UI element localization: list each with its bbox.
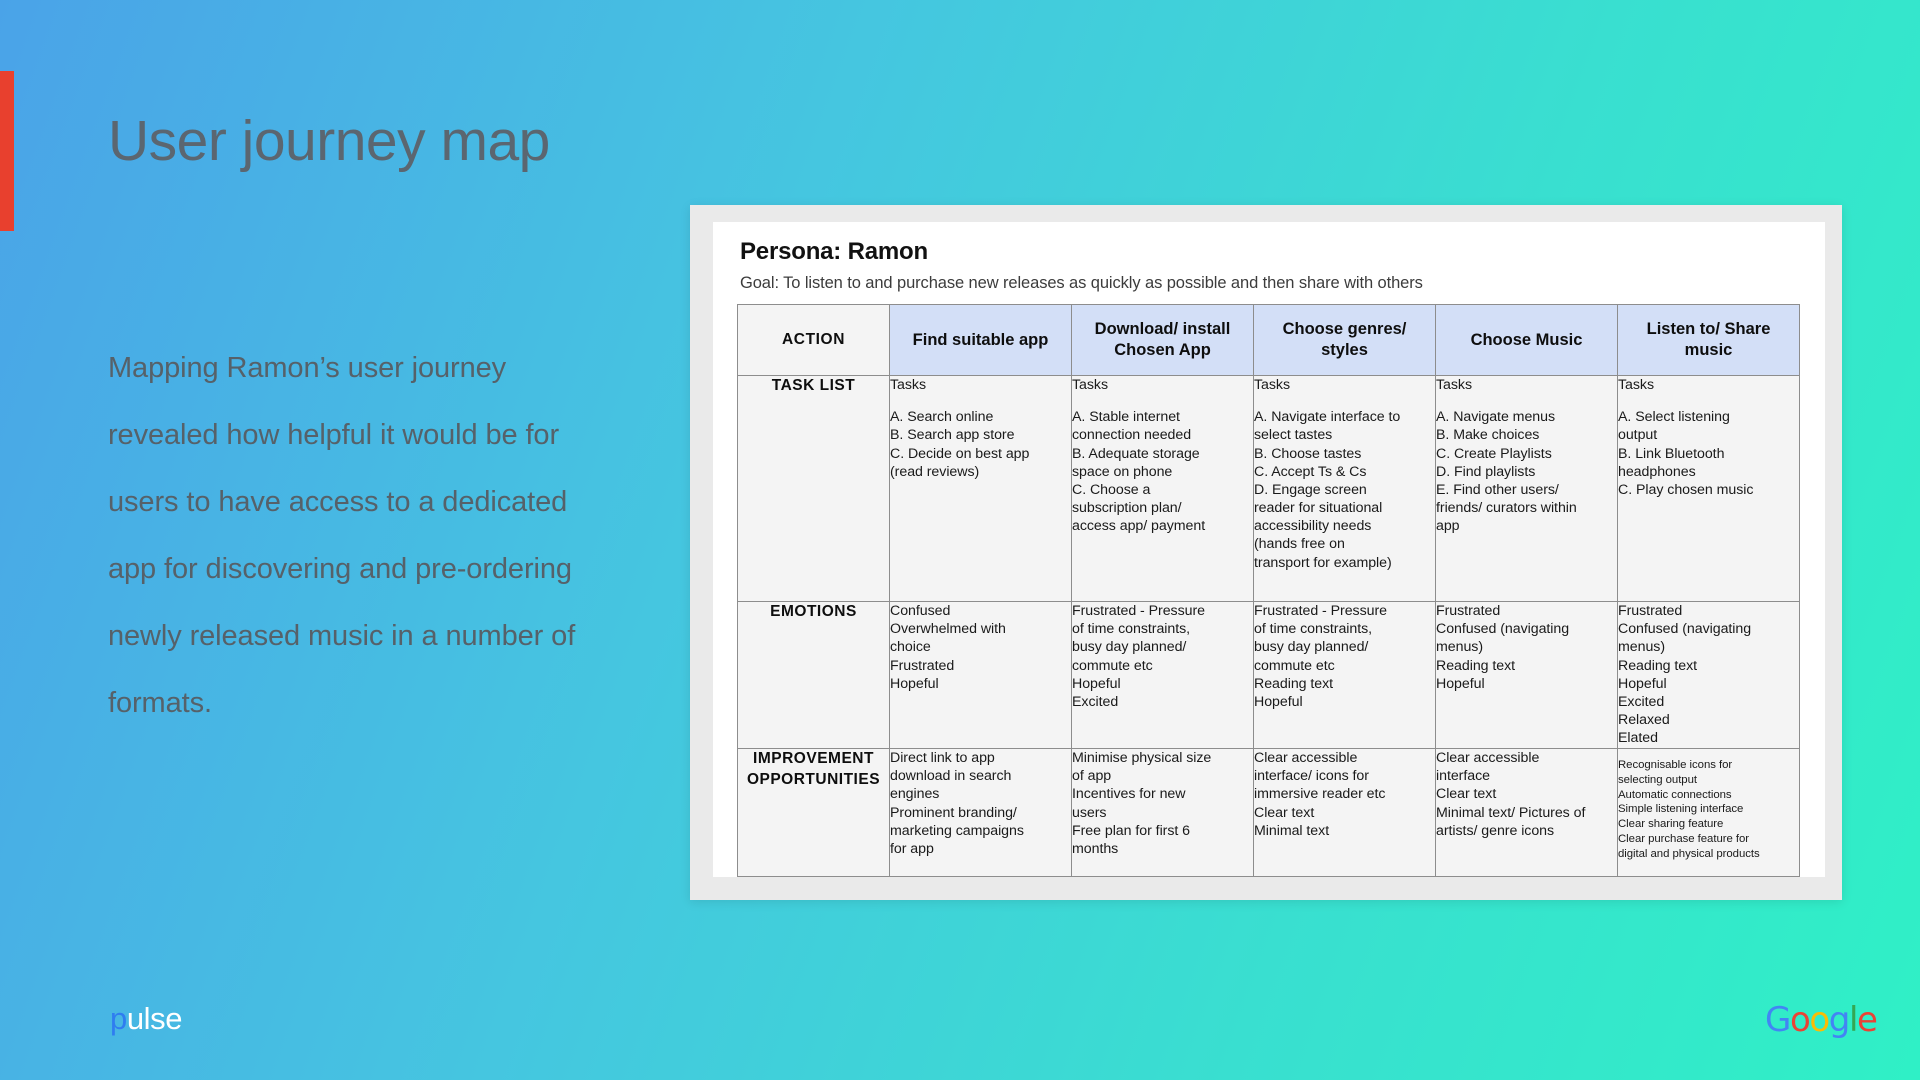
- cell-lines: [1618, 758, 1799, 862]
- cell-line: Frustrated - Pressure: [1254, 603, 1387, 619]
- cell-line: Hopeful: [1618, 675, 1667, 692]
- pulse-logo-p: p: [110, 1001, 127, 1036]
- cell-lines: [890, 749, 1071, 858]
- left-text-column: [108, 109, 628, 719]
- cell-line: output: [1618, 427, 1658, 444]
- column-header-1: Find suitable app: [890, 305, 1072, 376]
- tasks-label: Tasks: [1436, 377, 1473, 393]
- cell-line: marketing campaigns: [890, 822, 1024, 839]
- persona-title: Persona: Ramon: [740, 238, 928, 265]
- cell-line: Prominent branding/: [890, 804, 1017, 821]
- journey-cell-r0-c0: [890, 376, 1072, 602]
- cell-line: users: [1072, 804, 1107, 821]
- slide-body-paragraph: Mapping Ramon’s user journey revealed how helpful it would be for users to have access to a dedicated app for discovering and pre-ordering newly released music in a number of formats.: [108, 352, 576, 719]
- cell-lines: [1436, 408, 1617, 535]
- google-logo-g: G: [1765, 1000, 1790, 1040]
- cell-line: space on phone: [1072, 463, 1173, 480]
- cell-line: Simple listening interface: [1618, 803, 1744, 816]
- cell-line: connection needed: [1072, 427, 1192, 444]
- cell-line: Excited: [1072, 693, 1119, 710]
- cell-lines: [1072, 408, 1253, 535]
- cell-lines: [1072, 749, 1253, 858]
- journey-cell-r2-c0: [890, 749, 1072, 877]
- column-header-3: Choose genres/ styles: [1254, 305, 1436, 376]
- cell-line: B. Make choices: [1436, 427, 1540, 444]
- cell-lines: [1436, 749, 1617, 840]
- cell-line: accessibility needs: [1254, 518, 1372, 535]
- journey-cell-r0-c1: [1072, 376, 1254, 602]
- cell-lines: [890, 602, 1071, 693]
- journey-map-card-inner: [713, 222, 1825, 877]
- journey-table-header-row: [738, 305, 1800, 376]
- cell-line: Automatic connections: [1618, 788, 1732, 801]
- cell-line: Confused (navigating: [1618, 621, 1752, 638]
- cell-line: C. Create Playlists: [1436, 445, 1552, 462]
- cell-line: Clear text: [1436, 786, 1497, 803]
- cell-line: (read reviews): [890, 463, 980, 480]
- page-title: User journey map: [108, 109, 550, 173]
- cell-line: Hopeful: [890, 675, 939, 692]
- cell-line: B. Link Bluetooth: [1618, 445, 1725, 462]
- cell-line: B. Adequate storage: [1072, 445, 1200, 462]
- journey-cell-r0-c3: [1436, 376, 1618, 602]
- cell-line: Frustrated - Pressure: [1072, 603, 1205, 619]
- journey-cell-r2-c2: [1254, 749, 1436, 877]
- cell-lines: [1254, 408, 1435, 572]
- google-logo-o1: o: [1789, 1000, 1810, 1040]
- persona-goal: Goal: To listen to and purchase new releases as quickly as possible and then share with others: [740, 274, 1423, 292]
- cell-line: Confused: [890, 603, 951, 619]
- cell-line: headphones: [1618, 463, 1696, 480]
- column-header-5: Listen to/ Share music: [1618, 305, 1800, 376]
- column-header-action: ACTION: [738, 305, 890, 376]
- journey-map-card: [690, 205, 1842, 900]
- cell-line: Hopeful: [1254, 693, 1303, 710]
- cell-line: C. Play chosen music: [1618, 481, 1754, 498]
- journey-cell-r2-c4: [1618, 749, 1800, 877]
- cell-line: Minimal text/ Pictures of: [1436, 804, 1586, 821]
- cell-line: Minimal text: [1254, 822, 1330, 839]
- cell-lines: [1072, 602, 1253, 711]
- cell-lines: [1254, 602, 1435, 711]
- cell-line: Confused (navigating: [1436, 621, 1570, 638]
- cell-line: engines: [890, 786, 940, 803]
- cell-line: menus): [1436, 639, 1484, 656]
- cell-line: Frustrated: [1436, 603, 1501, 619]
- tasks-label: Tasks: [890, 377, 927, 393]
- journey-cell-r1-c0: [890, 602, 1072, 749]
- journey-cell-r1-c1: [1072, 602, 1254, 749]
- cell-line: of app: [1072, 768, 1112, 785]
- cell-line: Direct link to app: [890, 750, 995, 766]
- cell-line: friends/ curators within: [1436, 500, 1577, 517]
- cell-line: busy day planned/: [1072, 639, 1187, 656]
- google-logo-l: l: [1848, 1000, 1857, 1040]
- row-label-1: EMOTIONS: [738, 602, 890, 749]
- cell-line: select tastes: [1254, 427, 1333, 444]
- cell-line: download in search: [890, 768, 1012, 785]
- cell-line: menus): [1618, 639, 1666, 656]
- table-row: [738, 602, 1800, 749]
- cell-line: Clear text: [1254, 804, 1315, 821]
- cell-line: (hands free on: [1254, 536, 1345, 553]
- row-label-0: TASK LIST: [738, 376, 890, 602]
- cell-line: selecting output: [1618, 773, 1697, 786]
- tasks-label: Tasks: [1254, 377, 1291, 393]
- cell-line: access app/ payment: [1072, 518, 1206, 535]
- cell-line: A. Select listening: [1618, 409, 1730, 426]
- cell-line: Excited: [1618, 693, 1665, 710]
- journey-cell-r1-c3: [1436, 602, 1618, 749]
- cell-line: A. Search online: [890, 409, 994, 426]
- cell-line: interface: [1436, 768, 1490, 785]
- cell-line: months: [1072, 840, 1119, 857]
- cell-lines: [1436, 602, 1617, 693]
- google-logo: [1765, 1000, 1877, 1040]
- journey-cell-r1-c4: [1618, 602, 1800, 749]
- column-header-4: Choose Music: [1436, 305, 1618, 376]
- google-logo-e: e: [1857, 1000, 1877, 1040]
- journey-cell-r0-c2: [1254, 376, 1436, 602]
- column-header-2: Download/ install Chosen App: [1072, 305, 1254, 376]
- cell-line: C. Choose a: [1072, 481, 1151, 498]
- tasks-label: Tasks: [1072, 377, 1109, 393]
- cell-line: B. Search app store: [890, 427, 1015, 444]
- journey-cell-r2-c3: [1436, 749, 1618, 877]
- cell-line: Free plan for first 6: [1072, 822, 1191, 839]
- cell-line: immersive reader etc: [1254, 786, 1386, 803]
- cell-line: Hopeful: [1072, 675, 1121, 692]
- google-logo-g2: g: [1828, 1000, 1849, 1040]
- cell-line: digital and physical products: [1618, 847, 1760, 860]
- table-row: [738, 376, 1800, 602]
- tasks-label: Tasks: [1618, 377, 1655, 393]
- cell-line: Incentives for new: [1072, 786, 1186, 803]
- journey-cell-r2-c1: [1072, 749, 1254, 877]
- journey-map-table: [737, 304, 1800, 877]
- cell-line: Clear sharing feature: [1618, 818, 1724, 831]
- cell-line: Reading text: [1618, 657, 1698, 674]
- journey-cell-r0-c4: [1618, 376, 1800, 602]
- cell-line: B. Choose tastes: [1254, 445, 1362, 462]
- cell-line: commute etc: [1072, 657, 1153, 674]
- cell-line: commute etc: [1254, 657, 1335, 674]
- cell-line: D. Find playlists: [1436, 463, 1536, 480]
- cell-line: Relaxed: [1618, 712, 1670, 729]
- cell-line: Elated: [1618, 730, 1658, 747]
- cell-line: E. Find other users/: [1436, 481, 1559, 498]
- cell-line: A. Navigate interface to: [1254, 409, 1401, 426]
- cell-line: of time constraints,: [1072, 621, 1191, 638]
- cell-line: artists/ genre icons: [1436, 822, 1555, 839]
- cell-line: Hopeful: [1436, 675, 1485, 692]
- cell-line: Frustrated: [890, 657, 955, 674]
- cell-line: Overwhelmed with: [890, 621, 1006, 638]
- cell-line: Recognisable icons for: [1618, 759, 1733, 771]
- cell-line: Clear accessible: [1436, 750, 1540, 766]
- red-accent-bar: [0, 71, 14, 231]
- cell-line: of time constraints,: [1254, 621, 1373, 638]
- pulse-logo-rest: ulse: [126, 1001, 183, 1036]
- cell-line: Reading text: [1436, 657, 1516, 674]
- journey-cell-r1-c2: [1254, 602, 1436, 749]
- cell-line: interface/ icons for: [1254, 768, 1369, 785]
- google-logo-o2: o: [1809, 1000, 1829, 1040]
- cell-line: app: [1436, 518, 1460, 535]
- cell-line: A. Stable internet: [1072, 409, 1180, 426]
- cell-line: C. Accept Ts & Cs: [1254, 463, 1367, 480]
- cell-line: Clear accessible: [1254, 750, 1358, 766]
- row-label-2: IMPROVEMENT OPPORTUNITIES: [738, 749, 890, 877]
- cell-line: Clear purchase feature for: [1618, 833, 1750, 846]
- table-row: [738, 749, 1800, 877]
- cell-line: Frustrated: [1618, 603, 1683, 619]
- cell-lines: [1618, 602, 1799, 747]
- cell-lines: [890, 408, 1071, 481]
- pulse-logo: [110, 1003, 182, 1034]
- cell-lines: [1618, 408, 1799, 499]
- cell-line: C. Decide on best app: [890, 445, 1030, 462]
- cell-line: busy day planned/: [1254, 639, 1369, 656]
- cell-line: D. Engage screen: [1254, 481, 1367, 498]
- cell-line: subscription plan/: [1072, 500, 1182, 517]
- cell-line: transport for example): [1254, 554, 1392, 571]
- cell-line: Reading text: [1254, 675, 1334, 692]
- cell-line: choice: [890, 639, 931, 656]
- cell-line: reader for situational: [1254, 500, 1383, 517]
- cell-line: A. Navigate menus: [1436, 409, 1556, 426]
- cell-lines: [1254, 749, 1435, 840]
- cell-line: for app: [890, 840, 934, 857]
- cell-line: Minimise physical size: [1072, 750, 1212, 766]
